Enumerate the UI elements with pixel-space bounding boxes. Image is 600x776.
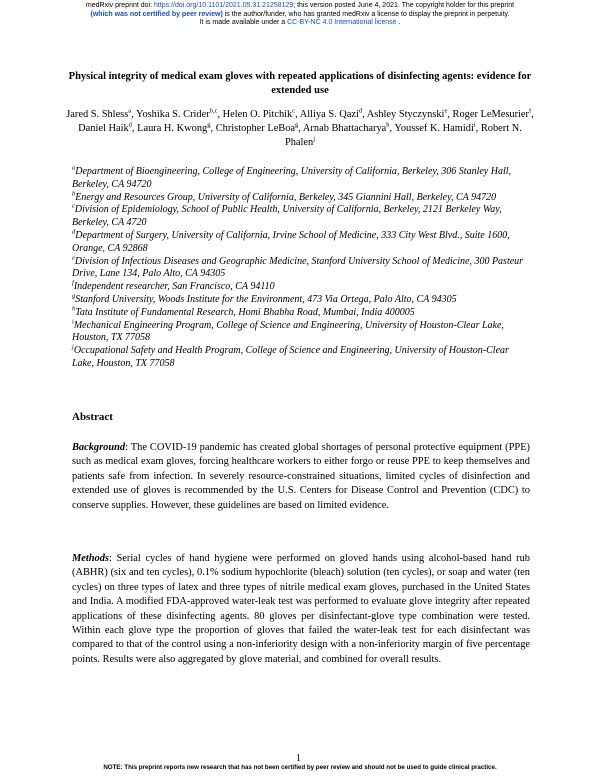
author-separator: , — [389, 123, 395, 134]
abstract-background — [72, 441, 530, 513]
author — [216, 123, 303, 134]
author — [223, 109, 300, 120]
affiliation — [72, 256, 532, 282]
header-line-2 — [0, 11, 600, 20]
preprint-header — [0, 2, 600, 28]
page-number: 1 — [296, 753, 301, 764]
author — [300, 109, 367, 120]
author-name: Christopher LeBoa — [215, 123, 296, 134]
affiliation — [72, 294, 532, 307]
affiliation-marker: h — [72, 305, 76, 313]
affiliation-marker: f — [72, 279, 74, 287]
methods-label: Methods — [72, 553, 109, 564]
affiliation-text: Department of Bioengineering, College of Engineering, University of California, Berkeley, 306 Stanley Hall, Berkeley, CA 94720 — [72, 166, 512, 190]
author-name: Daniel Haik — [78, 123, 129, 134]
affiliation-marker: g — [72, 292, 76, 300]
header-doi-prefix: medRxiv preprint doi: — [85, 2, 154, 9]
author-affiliation-marker: d — [128, 121, 132, 129]
author-affiliation-marker: a — [128, 107, 132, 115]
affiliation-text: Independent researcher, San Francisco, CA 94110 — [73, 281, 275, 293]
author-separator: , — [447, 109, 453, 120]
header-line-1 — [0, 2, 600, 11]
affiliation-marker: c — [72, 203, 75, 211]
affiliation-text: Division of Infectious Diseases and Geographic Medicine, Stanford University School of Medicine, 300 Pasteur Drive, Lane 134, Palo Alto, CA 94305 — [72, 255, 524, 280]
author — [367, 109, 453, 120]
author-name: Robert N. Phalen — [284, 123, 522, 148]
affiliation-marker: a — [72, 164, 76, 172]
author-affiliation-marker: d — [358, 107, 363, 115]
affiliation-text: Division of Epidemiology, School of Public Health, University of California, Berkeley, 2121 Berkeley Way, Berkeley, CA 4720 — [72, 204, 502, 229]
author — [303, 123, 394, 134]
peer-review-notice: (which was not certified by peer review) — [90, 10, 223, 18]
author — [453, 109, 534, 120]
affiliation-text: Department of Surgery, University of California, Irvine School of Medicine, 333 City West Blvd., Suite 1600, Orange, CA 92868 — [72, 229, 510, 254]
affiliation-text: Stanford University, Woods Institute for the Environment, 473 Via Ortega, Palo Alto, CA 94305 — [75, 293, 457, 305]
author-affiliation-marker: j — [313, 135, 316, 143]
author — [66, 109, 136, 120]
author-affiliation-marker: g — [295, 121, 299, 129]
author — [136, 109, 223, 120]
preprint-footer-note: NOTE: This preprint reports new research that has not been certified by peer review and should not be used to guide clinical practice. — [103, 764, 497, 771]
author-name: Roger LeMesurier — [452, 109, 529, 120]
author-name: Arnab Bhattacharya — [302, 123, 387, 134]
author-affiliation-marker: i — [473, 121, 476, 129]
author-affiliation-marker: c — [292, 107, 296, 115]
author-name: Laura H. Kwong — [137, 123, 208, 134]
affiliation — [72, 166, 532, 192]
author-separator: , — [531, 109, 534, 120]
author-name: Yoshika S. Crider — [135, 109, 210, 120]
license-prefix: It is made available under a — [199, 19, 288, 26]
license-grant-text: is the author/funder, who has granted medRxiv a license to display the preprint in perpetuity. — [222, 10, 510, 18]
affiliation — [72, 345, 532, 371]
author-affiliation-marker: f — [529, 107, 532, 115]
affiliation-marker: j — [72, 343, 74, 351]
header-version-text: ; this version posted June 4, 2021. The copyright holder for this preprint — [293, 2, 515, 9]
author-separator: , — [217, 109, 223, 120]
license-suffix: . — [396, 19, 401, 26]
affiliation-marker: e — [72, 254, 75, 262]
author-list — [62, 108, 538, 150]
author-name: Youssef K. Hamidi — [394, 123, 474, 134]
affiliation-marker: d — [72, 228, 76, 236]
author-separator: , — [362, 109, 367, 120]
affiliation-marker: i — [72, 318, 74, 326]
affiliation-text: Tata Institute of Fundamental Research, Homi Bhabha Road, Mumbai, India 400005 — [75, 306, 415, 318]
header-line-3 — [0, 19, 600, 28]
abstract-methods — [72, 552, 530, 667]
affiliation-marker: b — [72, 190, 76, 198]
author-affiliation-marker: e — [444, 107, 448, 115]
background-text: : The COVID-19 pandemic has created global shortages of personal protective equipment (PPE) such as medical exam gloves, forcing healthcare workers to either forgo or reuse PPE to keep themselves and patients safe from infection. In severely resource-constrained situations, limited cycles of disinfection and extended use of gloves is recommended by the U.S. Centers for Disease Control and Prevention (CDC) to conserve supplies. However, these guidelines are based on limited evidence. — [72, 442, 530, 511]
author-name: Ashley Styczynski — [366, 109, 445, 120]
author-affiliation-marker: g — [207, 121, 211, 129]
doi-link[interactable]: https://doi.org/10.1101/2021.05.31.21258129 — [153, 2, 294, 9]
affiliation-text: Mechanical Engineering Program, College of Science and Engineering, University of Houston-Clear Lake, Houston, TX 77058 — [72, 319, 504, 344]
author-name: Jared S. Shless — [66, 109, 129, 120]
author-separator: , — [298, 123, 303, 134]
author-separator: , — [475, 123, 481, 134]
affiliation-text: Energy and Resources Group, University of California, Berkeley, 345 Giannini Hall, Berkeley, CA 94720 — [75, 191, 497, 203]
affiliation — [72, 192, 532, 205]
author — [394, 123, 481, 134]
author-separator: , — [131, 109, 136, 120]
author — [137, 123, 216, 134]
author-name: Alliya S. Qazi — [299, 109, 359, 120]
license-link[interactable]: CC-BY-NC 4.0 International license — [287, 19, 397, 26]
affiliation-list — [72, 166, 532, 371]
methods-text: : Serial cycles of hand hygiene were performed on gloved hands using alcohol-based hand rub (ABHR) (six and ten cycles), 0.1% sodium hypochlorite (bleach) solution (ten cycles), or soap and water (ten cycles) on three types of latex and three types of nitrile medical exam gloves, purchased in the United States and India. A modified FDA-approved water-leak test was performed to evaluate glove integrity after repeated applications of these disinfecting agents. 80 gloves per disinfectant-glove type combination were tested. Within each glove type the proportion of gloves that failed the water-leak test for each disinfectant was compared to that of the control using a non-inferiority design with a non-inferiority margin of five percentage points. Results were also aggregated by glove material, and combined for overall results. — [72, 553, 530, 665]
background-label: Background — [72, 442, 126, 453]
author-separator: , — [295, 109, 300, 120]
affiliation — [72, 320, 532, 346]
author-affiliation-marker: h — [386, 121, 390, 129]
author-separator: , — [210, 123, 216, 134]
author-affiliation-marker: b,c — [209, 107, 218, 115]
affiliation-text: Occupational Safety and Health Program, College of Science and Engineering, University of Houston-Clear Lake, Houston, TX 77058 — [72, 345, 509, 369]
affiliation — [72, 281, 532, 294]
author-name: Helen O. Pitchik — [222, 109, 293, 120]
author — [78, 123, 137, 134]
affiliation — [72, 230, 532, 256]
abstract-heading: Abstract — [72, 411, 113, 423]
affiliation — [72, 307, 532, 320]
affiliation — [72, 204, 532, 230]
paper-title: Physical integrity of medical exam gloves with repeated applications of disinfecting agents: evidence for extended use — [68, 71, 532, 96]
author-separator: , — [131, 123, 138, 134]
